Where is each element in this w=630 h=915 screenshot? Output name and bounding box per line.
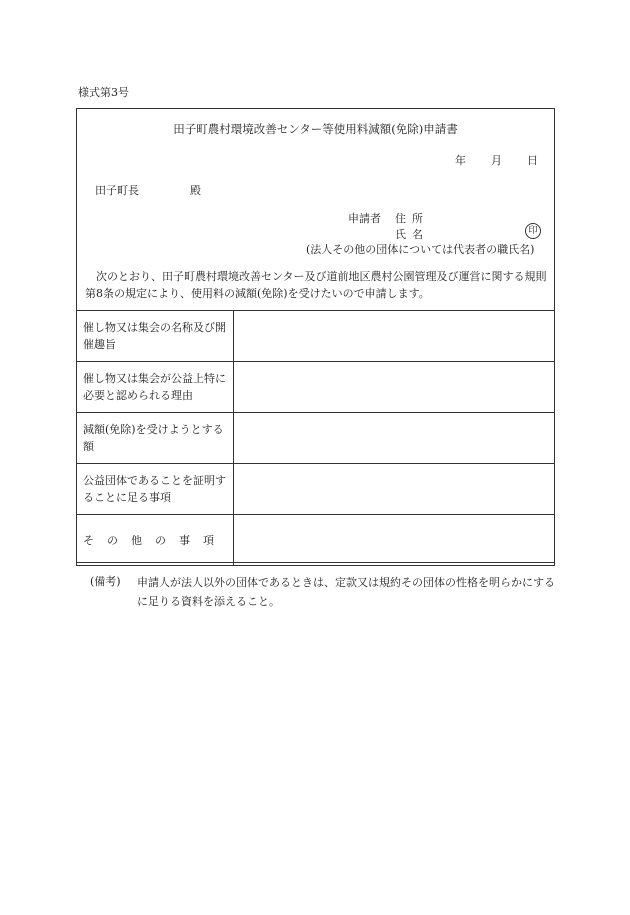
table-row xyxy=(77,464,555,515)
application-details-table xyxy=(76,310,555,566)
row-value-public-reason[interactable] xyxy=(234,362,555,413)
addressee: 田子町長 xyxy=(95,184,139,197)
table-row xyxy=(77,515,555,566)
form-title: 田子町農村環境改善センター等使用料減額(免除)申請書 xyxy=(173,122,458,136)
row-label-other-matters: その他の事項 xyxy=(77,515,234,566)
application-form xyxy=(76,108,555,563)
seal-mark: 印 xyxy=(525,223,541,239)
applicant-label: 申請者 xyxy=(348,212,381,225)
date-day: 日 xyxy=(527,154,538,167)
date-month: 月 xyxy=(491,154,502,167)
table-row xyxy=(77,311,555,362)
address-label: 住所 xyxy=(395,212,429,225)
row-label-public-reason: 催し物又は集会が公益上特に必要と認められる理由 xyxy=(77,362,234,413)
row-label-event-name: 催し物又は集会の名称及び開催趣旨 xyxy=(77,311,234,362)
date-year: 年 xyxy=(455,154,466,167)
remarks-heading: (備考) xyxy=(90,575,121,588)
remarks-text: 申請人が法人以外の団体であるときは、定款又は規約その団体の性格を明らかにするに足りる資料を添えること。 xyxy=(137,576,555,608)
row-label-public-organization-proof: 公益団体であることを証明することに足る事項 xyxy=(77,464,234,515)
row-value-event-name[interactable] xyxy=(234,311,555,362)
table-row xyxy=(77,413,555,464)
honorific: 殿 xyxy=(190,184,201,197)
form-number: 様式第3号 xyxy=(78,86,129,99)
request-statement: 次のとおり、田子町農村環境改善センター及び道前地区農村公園管理及び運営に関する規則第8条の規定により、使用料の減額(免除)を受けたいので申請します。 xyxy=(85,270,547,300)
row-value-public-organization-proof[interactable] xyxy=(234,464,555,515)
row-value-other-matters[interactable] xyxy=(234,515,555,566)
name-label: 氏名 xyxy=(395,228,429,241)
row-value-reduction-amount[interactable] xyxy=(234,413,555,464)
row-label-reduction-amount: 減額(免除)を受けようとする額 xyxy=(77,413,234,464)
table-row xyxy=(77,362,555,413)
name-note: (法人その他の団体については代表者の職氏名) xyxy=(306,243,535,256)
